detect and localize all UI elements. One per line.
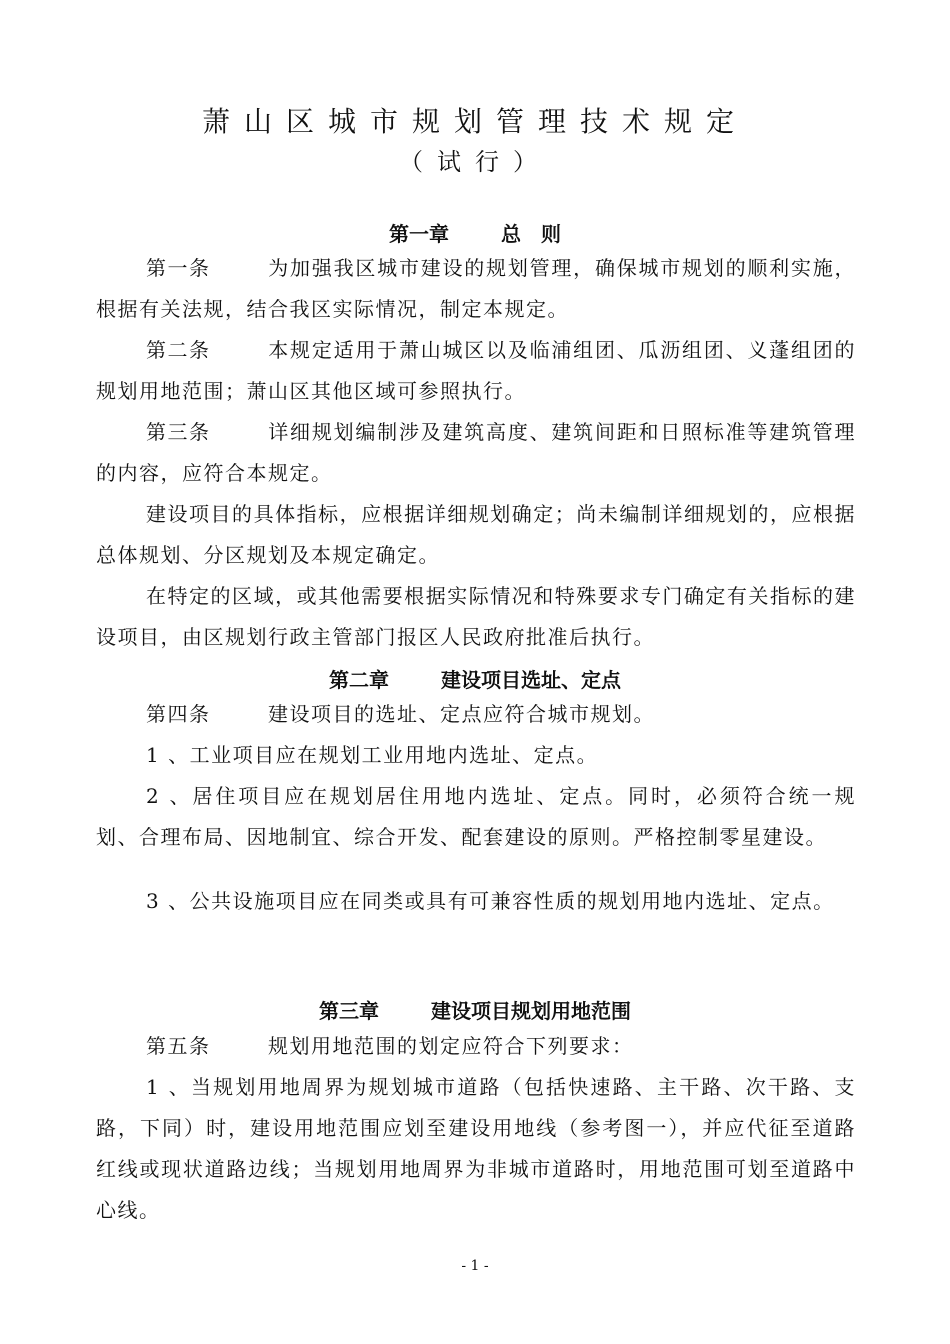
chapter-heading <box>0 995 950 1024</box>
chapter-number: 第三章 <box>319 999 379 1023</box>
chapter-name: 建设项目规划用地范围 <box>431 999 631 1023</box>
paragraph-text: 1 、工业项目应在规划工业用地内选址、定点。 <box>146 743 599 767</box>
paragraph-text: 2 、居住项目应在规划居住用地内选址、定点。同时，必须符合统一规划、合理布局、因地制宜、综合开发、配套建设的原则。严格控制零星建设。 <box>96 784 856 849</box>
article-number: 第四条 <box>146 702 211 726</box>
document-subtitle: （试行） <box>399 148 551 176</box>
paragraph-text: 在特定的区域，或其他需要根据实际情况和特殊要求专门确定有关指标的建设项目，由区规划行政主管部门报区人民政府批准后执行。 <box>96 584 856 649</box>
chapter-heading <box>0 664 950 693</box>
paragraph-text: 为加强我区城市建设的规划管理，确保城市规划的顺利实施，根据有关法规，结合我区实际情况，制定本规定。 <box>96 256 856 321</box>
paragraph-text: 建设项目的具体指标，应根据详细规划确定；尚未编制详细规划的，应根据总体规划、分区规划及本规定确定。 <box>96 502 856 567</box>
article-number: 第二条 <box>146 338 211 362</box>
chapter-heading <box>0 218 950 247</box>
paragraph <box>96 694 856 735</box>
article-number: 第三条 <box>146 420 211 444</box>
paragraph <box>96 330 856 412</box>
paragraph-text: 1 、当规划用地周界为规划城市道路（包括快速路、主干路、次干路、支路，下同）时，建设用地范围应划至建设用地线（参考图一），并应代征至道路红线或现状道路边线；当规划用地周界为非城市道路时，用地范围可划至道路中心线。 <box>96 1075 856 1222</box>
page-number: - 1 - <box>461 1258 489 1274</box>
chapter-number: 第二章 <box>329 668 389 692</box>
article-number: 第一条 <box>146 256 211 280</box>
paragraph <box>96 248 856 330</box>
paragraph <box>96 881 856 922</box>
chapter-number: 第一章 <box>389 222 449 246</box>
paragraph <box>96 494 856 576</box>
paragraph-text: 详细规划编制涉及建筑高度、建筑间距和日照标准等建筑管理的内容，应符合本规定。 <box>96 420 856 485</box>
paragraph-text: 规划用地范围的划定应符合下列要求： <box>268 1034 634 1058</box>
paragraph-text: 建设项目的选址、定点应符合城市规划。 <box>268 702 655 726</box>
article-number: 第五条 <box>146 1034 211 1058</box>
paragraph <box>96 776 856 858</box>
chapter-name: 总 则 <box>501 222 561 246</box>
paragraph <box>96 576 856 658</box>
document-title: 萧山区城市规划管理技术规定 <box>201 105 748 138</box>
chapter-name: 建设项目选址、定点 <box>441 668 621 692</box>
paragraph-text: 本规定适用于萧山城区以及临浦组团、瓜沥组团、义蓬组团的规划用地范围；萧山区其他区域可参照执行。 <box>96 338 856 403</box>
paragraph <box>96 1067 856 1231</box>
paragraph <box>96 1026 856 1067</box>
paragraph <box>96 735 856 776</box>
paragraph <box>96 412 856 494</box>
paragraph-text: 3 、公共设施项目应在同类或具有可兼容性质的规划用地内选址、定点。 <box>146 889 835 913</box>
